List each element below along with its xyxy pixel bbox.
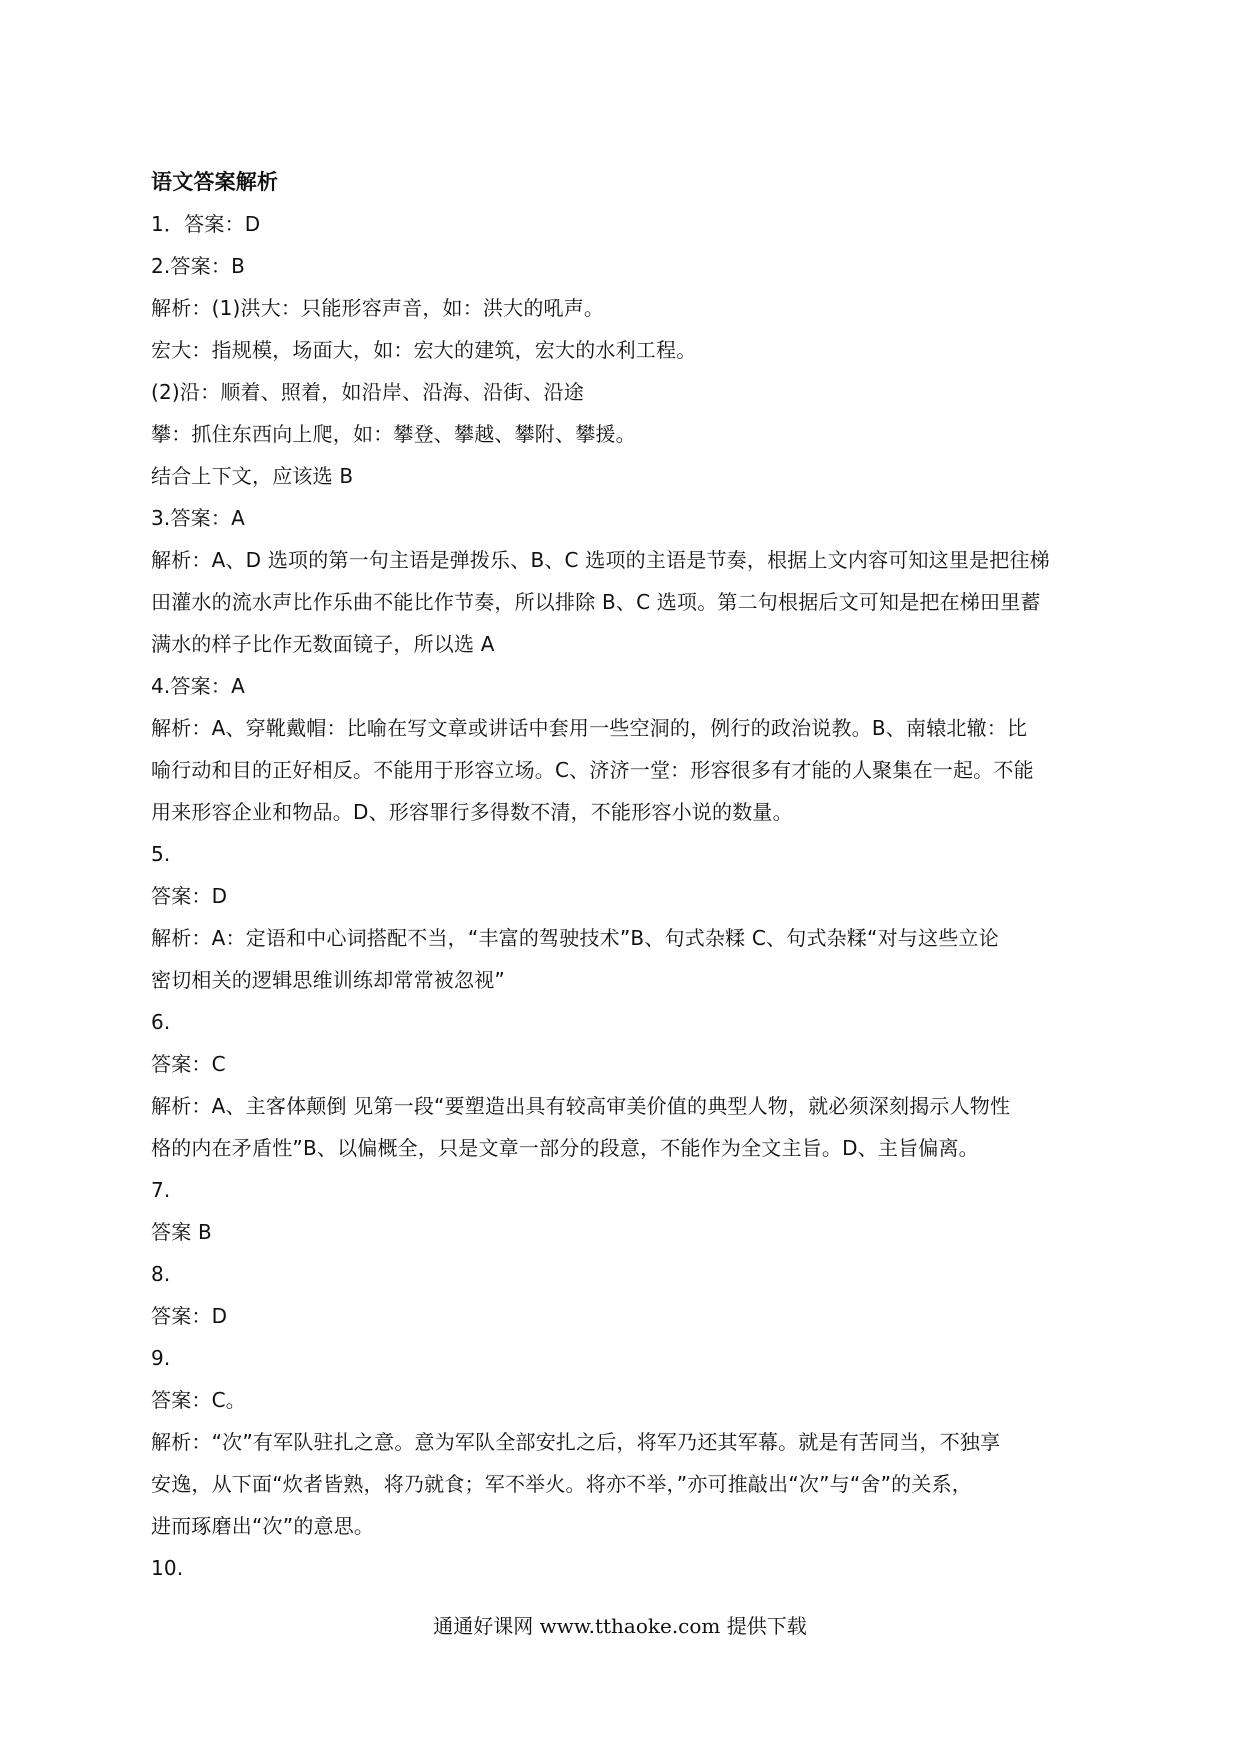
text-line: 解析：A、D 选项的第一句主语是弹拨乐、B、C 选项的主语是节奏，根据上文内容可知这里是把往梯 <box>151 548 1050 572</box>
text-line: 3.答案：A <box>151 506 245 530</box>
text-line: 解析：“次”有军队驻扎之意。意为军队全部安扎之后，将军乃还其军幕。就是有苦同当，不独享 <box>151 1430 1001 1454</box>
text-line: 结合上下文，应该选 B <box>151 464 354 488</box>
text-line: 2.答案：B <box>151 254 246 278</box>
text-line: 8. <box>151 1262 171 1286</box>
document-title: 语文答案解析 <box>151 170 279 194</box>
answer-lines <box>151 203 1099 1589</box>
text-line: 田灌水的流水声比作乐曲不能比作节奏，所以排除 B、C 选项。第二句根据后文可知是把在梯田里蓄 <box>151 590 1041 614</box>
text-line: 满水的样子比作无数面镜子，所以选 A <box>151 632 495 656</box>
text-line: 10. <box>151 1556 184 1580</box>
text-line: 6. <box>151 1010 171 1034</box>
text-line: 答案：D <box>151 1304 228 1328</box>
text-line: (2)沿：顺着、照着，如沿岸、沿海、沿街、沿途 <box>151 380 584 404</box>
text-line: 密切相关的逻辑思维训练却常常被忽视” <box>151 968 505 992</box>
text-line: 进而琢磨出“次”的意思。 <box>151 1514 375 1538</box>
text-line: 答案：C <box>151 1052 226 1076</box>
text-line: 喻行动和目的正好相反。不能用于形容立场。C、济济一堂：形容很多有才能的人聚集在一起。不能 <box>151 758 1034 782</box>
text-line: 答案 B <box>151 1220 212 1244</box>
text-line: 9. <box>151 1346 171 1370</box>
text-line: 攀：抓住东西向上爬，如：攀登、攀越、攀附、攀援。 <box>151 422 636 446</box>
text-line: 格的内在矛盾性”B、以偏概全，只是文章一部分的段意，不能作为全文主旨。D、主旨偏离。 <box>151 1136 979 1160</box>
answer-body <box>151 161 1099 1589</box>
text-line: 1．答案：D <box>151 212 261 236</box>
text-line: 5. <box>151 842 171 866</box>
text-line: 答案：D <box>151 884 228 908</box>
text-line: 用来形容企业和物品。D、形容罪行多得数不清，不能形容小说的数量。 <box>151 800 793 824</box>
text-line: 解析：A、穿靴戴帽：比喻在写文章或讲话中套用一些空洞的，例行的政治说教。B、南辕北辙：比 <box>151 716 1028 740</box>
text-line: 7. <box>151 1178 171 1202</box>
text-line: 安逸，从下面“炊者皆熟，将乃就食；军不举火。将亦不举，”亦可推敲出“次”与“舍”的关系， <box>151 1472 972 1496</box>
text-line: 解析：A：定语和中心词搭配不当，“丰富的驾驶技术”B、句式杂糅 C、句式杂糅“对与这些立论 <box>151 926 999 950</box>
text-line: 解析：(1)洪大：只能形容声音，如：洪大的吼声。 <box>151 296 605 320</box>
text-line: 4.答案：A <box>151 674 245 698</box>
text-line: 答案：C。 <box>151 1388 246 1412</box>
text-line: 解析：A、主客体颠倒 见第一段“要塑造出具有较高审美价值的典型人物，就必须深刻揭示人物性 <box>151 1094 1011 1118</box>
footer-source: 通通好课网 www.tthaoke.com 提供下载 <box>433 1614 807 1638</box>
text-line: 宏大：指规模，场面大，如：宏大的建筑，宏大的水利工程。 <box>151 338 697 362</box>
